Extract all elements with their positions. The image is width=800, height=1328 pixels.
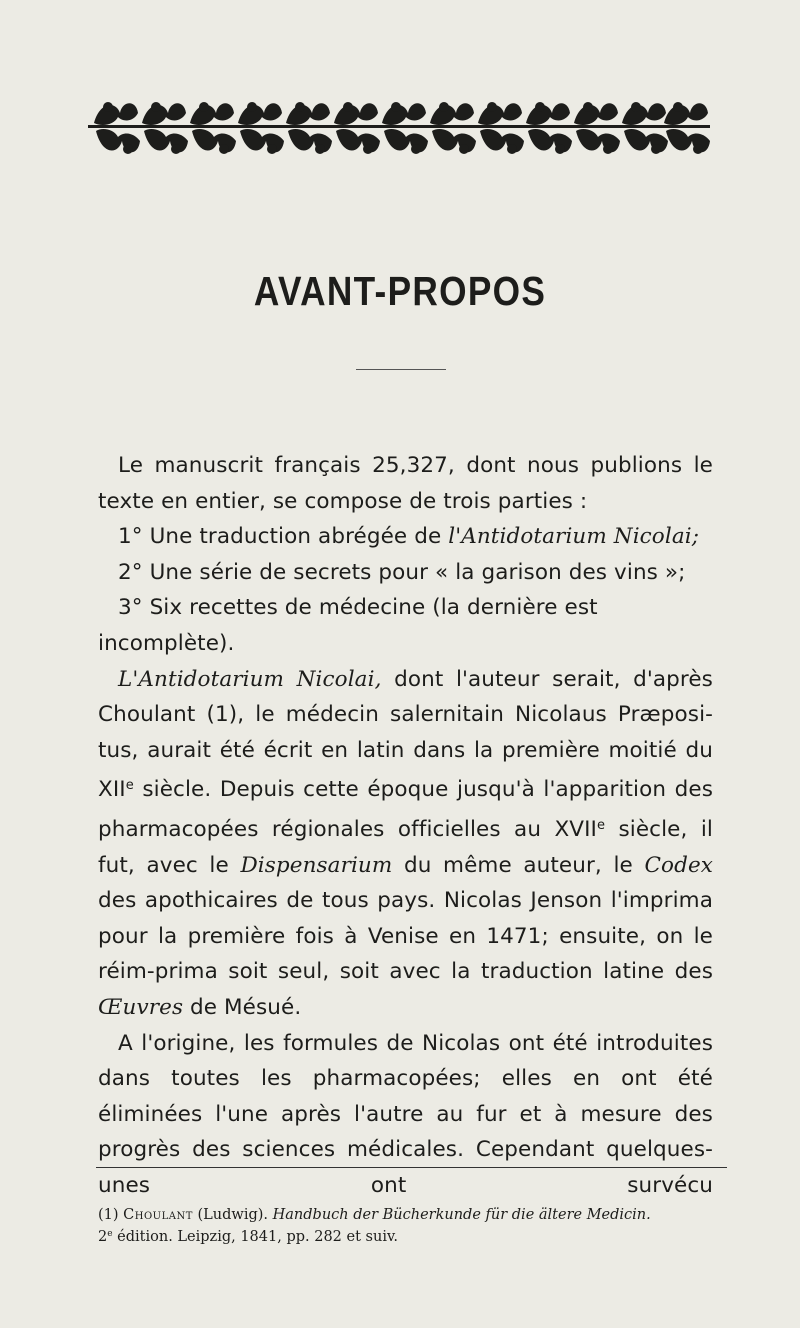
footnote-author: Choulant (123, 1207, 193, 1223)
paragraph-antidotarium (98, 662, 713, 1026)
p2-text-f: de Mésué. (183, 994, 302, 1020)
decorative-headpiece (88, 95, 710, 161)
footnote-marker: (1) (98, 1207, 124, 1223)
main-text (98, 448, 713, 1203)
footnote-book-title: Handbuch der Bücherkunde für die ältere Medicin. (272, 1207, 651, 1223)
paragraph-origine: A l'origine, les formules de Nicolas ont été introduites dans toutes les pharmacopées; elles en ont été éliminées l'une après l'autre au fur et à mesure des progrès des sciences médicales. Cependant quelques-unes ont survécu (98, 1030, 713, 1198)
list-item-3: 3° Six recettes de médecine (la dernière est incomplète). (98, 595, 598, 656)
footnote-divider (96, 1167, 727, 1168)
list-item-1-text: 1° Une traduction abrégée de (118, 524, 449, 550)
footnote-text (98, 1206, 738, 1247)
list-item-1-title: l'Antidotarium Nicolai; (448, 524, 700, 550)
superscript: e (125, 778, 134, 794)
p2-text-b: siècle. Depuis cette époque jusqu'à l'apparition des pharmacopées régionales officielles au XVII (98, 777, 713, 842)
p2-text-a: dont l'auteur serait, d'après Choulant (1), le médecin salernitain Nicolaus Præposi-tus, aurait été écrit en latin dans la première moitié du XII (98, 666, 713, 803)
antidotarium-title: L'Antidotarium Nicolai, (118, 666, 382, 692)
footnote-text-a: (Ludwig). (192, 1207, 273, 1223)
footnote (98, 1206, 738, 1247)
superscript: e (596, 817, 606, 833)
oeuvres-title: Œuvres (98, 994, 184, 1020)
list-item-2: 2° Une série de secrets pour « la garison des vins »; (118, 559, 686, 585)
list-item-1 (98, 519, 713, 555)
p2-text-d: du même auteur, le (392, 852, 645, 878)
dispensarium-title: Dispensarium (240, 852, 393, 878)
superscript: e (107, 1229, 113, 1239)
title-divider (356, 369, 446, 370)
p2-text-e: des apothicaires de tous pays. Nicolas Jenson l'imprima pour la première fois à Venise en 1471; ensuite, on le réim-prima soit seul, soit avec la traduction latine des (98, 888, 713, 985)
footnote-text-c: édition. Leipzig, 1841, pp. 282 et suiv. (112, 1229, 399, 1245)
codex-title: Codex (644, 852, 713, 878)
footnote-text-b: 2 (98, 1229, 108, 1245)
page-title: AVANT-PROPOS (253, 268, 547, 314)
p2-text-c: siècle, il fut, avec le (98, 816, 713, 878)
paragraph-intro: Le manuscrit français 25,327, dont nous publions le texte en entier, se compose de trois parties : (98, 453, 713, 514)
